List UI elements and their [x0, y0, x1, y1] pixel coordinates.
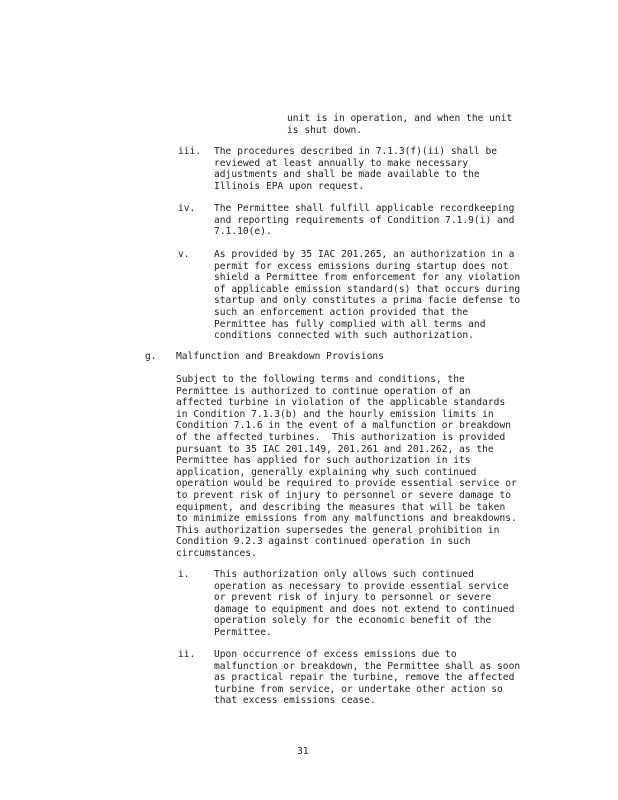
text-line: startup and only constitutes a prima facie defense to: [214, 295, 521, 307]
text-line: circumstances.: [176, 547, 257, 559]
text-line: operation would be required to provide essential service or: [176, 478, 517, 490]
text-line: of the affected turbines. This authorization is provided: [176, 431, 506, 443]
item-marker-g-i: i.: [178, 569, 190, 580]
section-g-paragraph: [176, 374, 517, 560]
text-line: The procedures described in 7.1.3(f)(ii) shall be: [214, 146, 498, 157]
text-line: permit for excess emissions during startup does not: [214, 260, 509, 272]
text-line: This authorization supersedes the general prohibition in: [176, 524, 500, 536]
text-line: shield a Permittee from enforcement for any violation: [214, 272, 521, 284]
text-line: that excess emissions cease.: [214, 695, 376, 707]
item-iii-text: [214, 146, 497, 192]
item-g-i-text: [214, 569, 514, 639]
text-line: Permittee is authorized to continue operation of an: [176, 385, 471, 397]
continuation-text: [287, 113, 512, 136]
text-line: such an enforcement action provided that the: [214, 306, 469, 318]
text-line: Subject to the following terms and conditions, the: [176, 374, 465, 385]
text-line: unit is in operation, and when the unit: [287, 113, 513, 124]
text-line: application, generally explaining why such continued: [176, 466, 477, 478]
text-line: in Condition 7.1.3(b) and the hourly emission limits in: [176, 408, 494, 420]
text-line: operation solely for the economic benefit of the: [214, 615, 492, 627]
text-line: pursuant to 35 IAC 201.149, 201.261 and 201.262, as the: [176, 443, 494, 455]
item-v-text: [214, 249, 520, 342]
text-line: equipment, and describing the measures that will be taken: [176, 501, 506, 513]
text-line: reviewed at least annually to make necessary: [214, 157, 469, 169]
text-line: to minimize emissions from any malfunctions and breakdowns.: [176, 513, 517, 525]
text-line: Permittee has fully complied with all terms and: [214, 318, 486, 330]
text-line: Illinois EPA upon request.: [214, 180, 365, 192]
text-line: damage to equipment and does not extend to continued: [214, 603, 515, 615]
text-line: affected turbine in violation of the applicable standards: [176, 397, 506, 409]
text-line: Condition 7.1.6 in the event of a malfunction or breakdown: [176, 420, 512, 432]
text-line: as practical repair the turbine, remove the affected: [214, 672, 515, 684]
text-line: operation as necessary to provide essential service: [214, 580, 509, 592]
item-marker-iv: iv.: [178, 203, 196, 214]
item-marker-g-ii: ii.: [178, 649, 196, 660]
item-iv-text: [214, 203, 514, 238]
text-line: to prevent risk of injury to personnel or severe damage to: [176, 489, 512, 501]
text-line: Upon occurrence of excess emissions due to: [214, 649, 457, 660]
text-line: is shut down.: [287, 124, 363, 136]
text-line: of applicable emission standard(s) that occurs during: [214, 283, 521, 295]
text-line: malfunction or breakdown, the Permittee shall as soon: [214, 660, 521, 672]
item-g-ii-text: [214, 649, 520, 707]
text-line: turbine from service, or undertake other action so: [214, 683, 503, 695]
text-line: 7.1.10(e).: [214, 226, 272, 238]
item-marker-v: v.: [178, 249, 190, 260]
text-line: conditions connected with such authorization.: [214, 330, 474, 342]
text-line: and reporting requirements of Condition 7.1.9(i) and: [214, 214, 515, 226]
item-marker-iii: iii.: [178, 146, 202, 157]
text-line: Condition 9.2.3 against continued operation in such: [176, 536, 471, 548]
text-line: adjustments and shall be made available to the: [214, 169, 480, 181]
text-line: The Permittee shall fulfill applicable recordkeeping: [214, 203, 515, 214]
section-marker-g: g.: [145, 351, 157, 362]
text-line: Permittee.: [214, 626, 272, 638]
page-number: 31: [297, 746, 309, 757]
section-heading: Malfunction and Breakdown Provisions: [176, 351, 384, 362]
text-line: This authorization only allows such continued: [214, 569, 474, 580]
text-line: or prevent risk of injury to personnel or severe: [214, 592, 492, 604]
text-line: Permittee has applied for such authorization in its: [176, 455, 471, 467]
text-line: As provided by 35 IAC 201.265, an authorization in a: [214, 249, 515, 260]
